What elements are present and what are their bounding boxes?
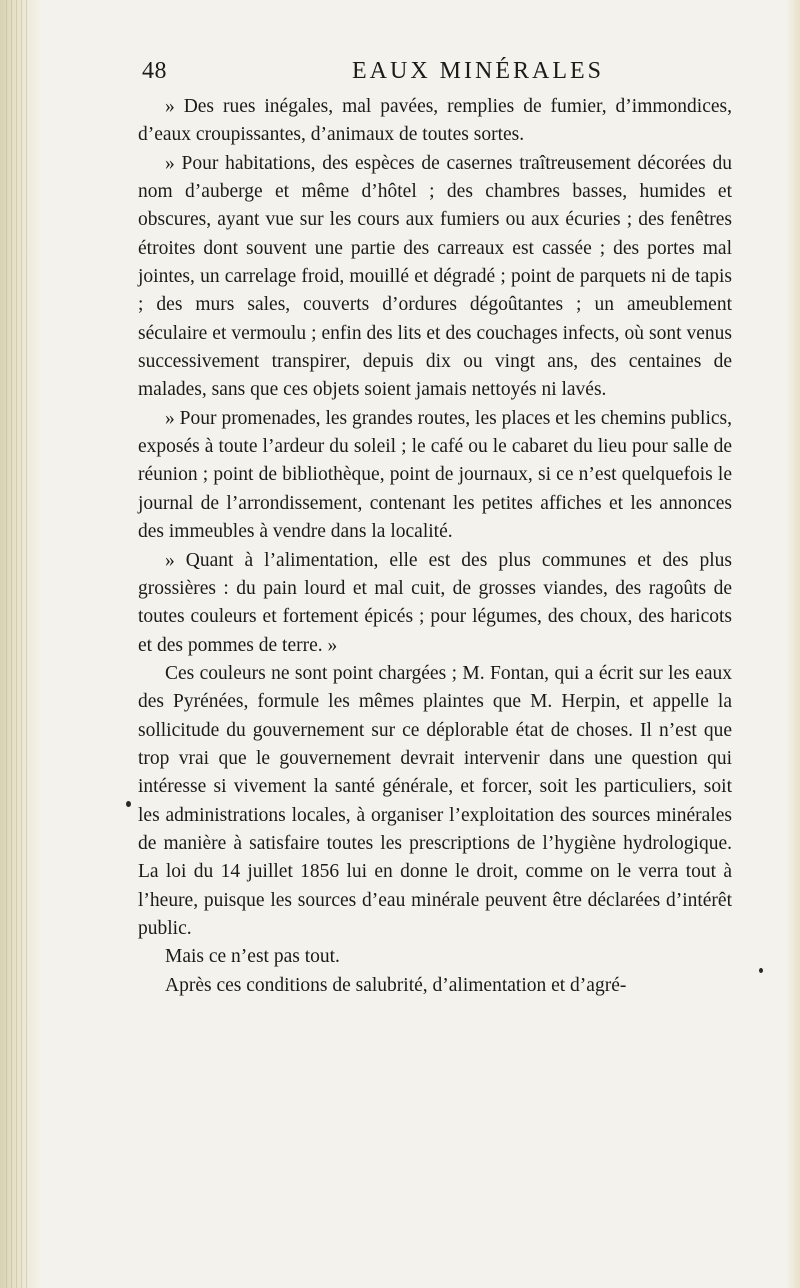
page-number: 48 — [142, 58, 167, 84]
ink-spot — [759, 968, 763, 973]
paragraph: » Des rues inégales, mal pavées, remplies de fumier, d’immondices, d’eaux croupissantes, d’animaux de toutes sortes. — [138, 96, 732, 146]
body-text — [138, 93, 732, 1000]
paragraph: Mais ce n’est pas tout. — [165, 946, 340, 968]
paragraph: Ces couleurs ne sont point chargées ; M. Fontan, qui a écrit sur les eaux des Pyrénées, formule les mêmes plaintes que M. Herpin, et appelle la sollicitude du gouvernement sur ce déplorable état de choses. Il n’est que trop vrai que le gouvernement devrait intervenir dans une question qui intéresse si vivement la santé générale, et forcer, soit les particuliers, soit les administrations locales, à organiser l’exploitation des sources minérales de manière à satisfaire toutes les prescriptions de l’hygiène hydrologique. La loi du 14 juillet 1856 lui en donne le droit, comme on le verra tout à l’heure, puisque les sources d’eau minérale peuvent être déclarées d’intérêt public. — [138, 662, 732, 939]
running-title: EAUX MINÉRALES — [352, 58, 604, 84]
paragraph: » Quant à l’alimentation, elle est des plus communes et des plus grossières : du pain lourd et mal cuit, de grosses viandes, des ragoûts de toutes couleurs et fortement épicés ; pour légumes, des choux, des haricots et des pommes de terre. » — [138, 549, 732, 656]
ink-spot — [126, 801, 131, 807]
paragraph: » Pour promenades, les grandes routes, les places et les chemins publics, exposés à toute l’ardeur du soleil ; le café ou le cabaret du lieu pour salle de réunion ; point de bibliothèque, point de journaux, si ce n’est quelquefois le journal de l’arrondissement, contenant les petites affiches et les annonces des immeubles à vendre dans la localité. — [138, 407, 732, 543]
paragraph: Après ces conditions de salubrité, d’alimentation et d’agré- — [165, 974, 627, 996]
page-header — [142, 58, 730, 92]
page-edge-lines — [6, 0, 28, 1288]
page-right-edge — [786, 0, 800, 1288]
paragraph: » Pour habitations, des espèces de casernes traîtreusement décorées du nom d’auberge et même d’hôtel ; des chambres basses, humides et obscures, ayant vue sur les cours aux fumiers ou aux écuries ; des fenêtres étroites dont souvent une partie des carreaux est cassée ; des portes mal jointes, un carrelage froid, mouillé et dégradé ; point de parquets ni de tapis ; des murs sales, couverts d’ordures dégoûtantes ; un ameublement séculaire et vermoulu ; enfin des lits et des couchages infects, où sont venus successivement transpirer, depuis dix ou vingt ans, des centaines de malades, sans que ces objets soient jamais nettoyés ni lavés. — [138, 152, 732, 401]
